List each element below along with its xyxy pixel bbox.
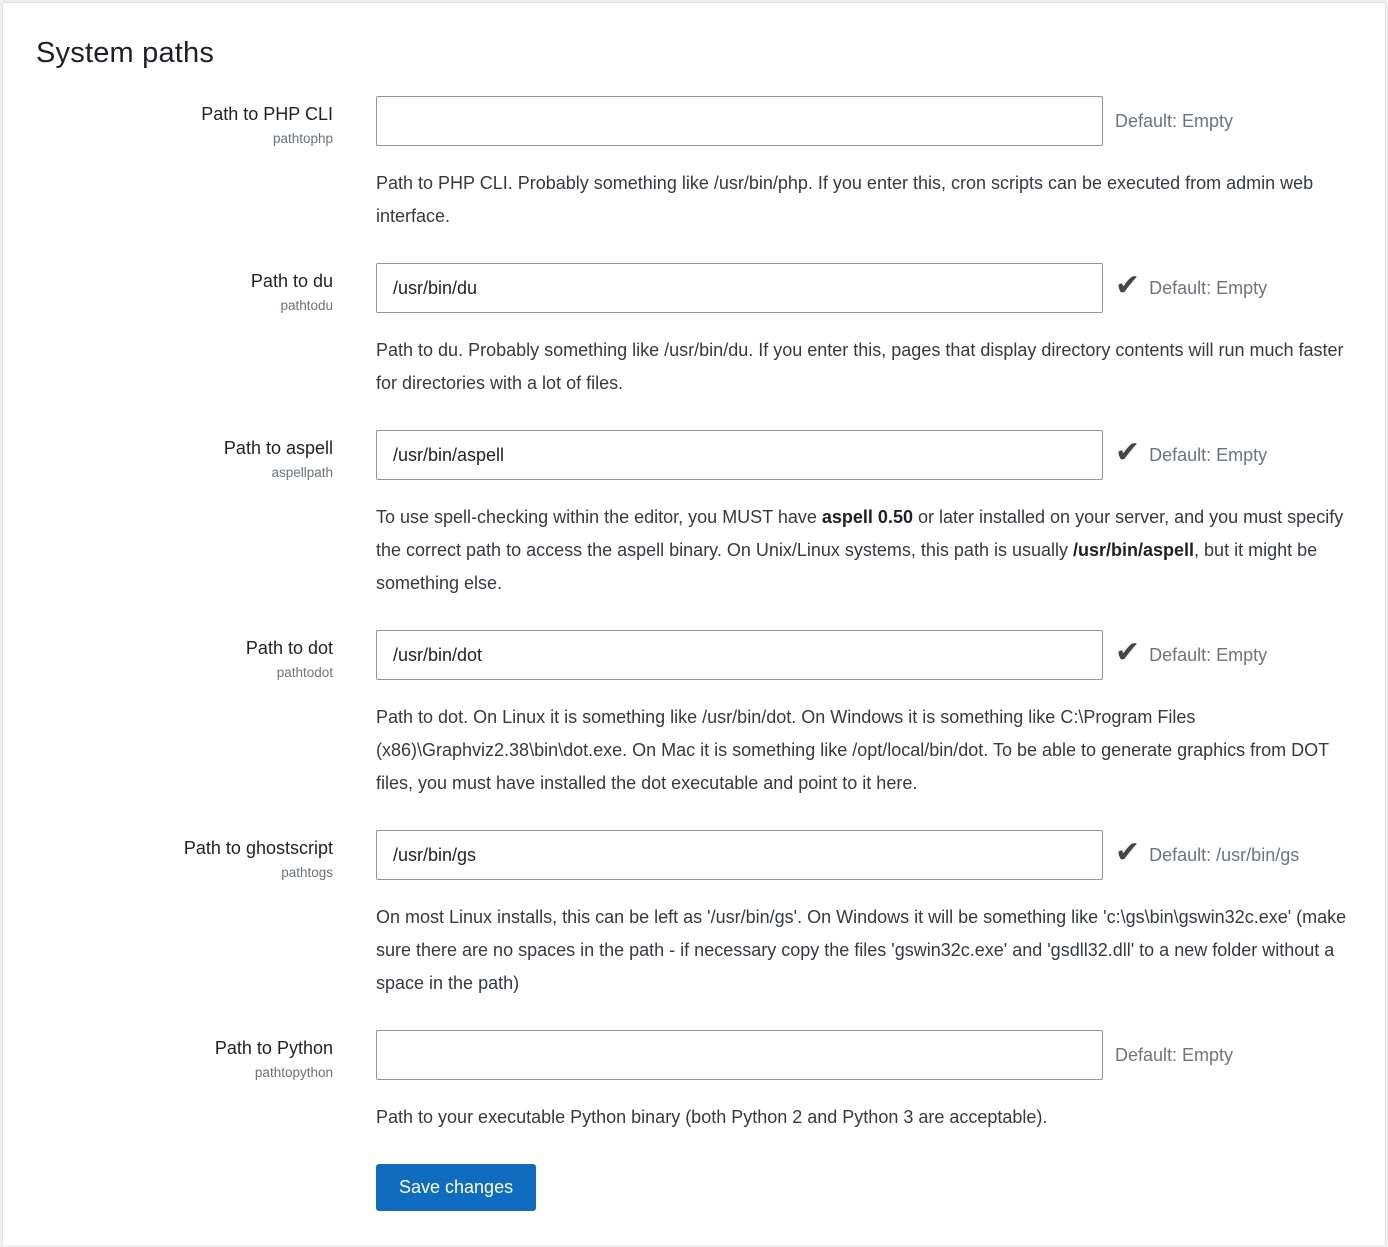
setting-content-col [376, 430, 1385, 600]
setting-text-input[interactable] [376, 96, 1103, 146]
setting-row [36, 630, 1385, 800]
setting-input-row [376, 630, 1385, 680]
setting-description: Path to your executable Python binary (both Python 2 and Python 3 are acceptable). [376, 1107, 1048, 1127]
setting-default-value: Default: Empty [1149, 277, 1268, 298]
setting-text-input[interactable] [376, 1030, 1103, 1080]
setting-input-row [376, 830, 1385, 880]
check-icon: ✔ [1115, 269, 1141, 302]
setting-content-col [376, 263, 1385, 400]
setting-label: Path to dot [245, 638, 333, 658]
setting-status [1115, 836, 1300, 870]
setting-status [1115, 269, 1268, 303]
setting-input-row [376, 96, 1385, 146]
setting-content-col [376, 96, 1385, 233]
setting-shortname: pathtodu [280, 298, 333, 314]
setting-default-value: Default: Empty [1149, 644, 1268, 665]
setting-description: Path to dot. On Linux it is something like /usr/bin/dot. On Windows it is something like C:\Program Files (x86)\Graphviz2.38\bin\dot.exe. On Mac it is something like /opt/local/bin/dot. To be able to generate graphics from DOT files, you must have installed the dot executable and point to it here. [376, 707, 1329, 793]
setting-label-col [36, 1030, 376, 1134]
setting-status [1115, 111, 1233, 132]
setting-label: Path to aspell [223, 438, 333, 458]
setting-description: Path to PHP CLI. Probably something like /usr/bin/php. If you enter this, cron scripts can be executed from admin web interface. [376, 173, 1314, 226]
setting-description: On most Linux installs, this can be left as '/usr/bin/gs'. On Windows it will be something like 'c:\gs\bin\gswin32c.exe' (make sure there are no spaces in the path - if necessary copy the files 'gswin32c.exe' and 'gsdll32.dll' to a new folder without a space in the path) [376, 907, 1347, 993]
setting-label: Path to Python [214, 1038, 333, 1058]
setting-shortname: aspellpath [271, 465, 333, 481]
setting-label-col [36, 630, 376, 800]
setting-shortname: pathtogs [281, 865, 333, 881]
settings-page [2, 2, 1386, 1245]
setting-status [1115, 1045, 1233, 1066]
check-icon: ✔ [1115, 436, 1141, 469]
save-changes-button[interactable]: Save changes [376, 1164, 536, 1211]
setting-label-col [36, 430, 376, 600]
setting-text-input[interactable] [376, 430, 1103, 480]
setting-text-input[interactable] [376, 830, 1103, 880]
setting-shortname: pathtopython [254, 1065, 333, 1081]
setting-content-col [376, 830, 1385, 1000]
check-icon: ✔ [1115, 636, 1141, 669]
setting-input-row [376, 263, 1385, 313]
setting-label-col [36, 96, 376, 233]
setting-default-value: Default: Empty [1115, 1044, 1234, 1065]
setting-status [1115, 436, 1268, 470]
setting-label: Path to ghostscript [183, 838, 333, 858]
setting-status [1115, 636, 1268, 670]
setting-description: Path to du. Probably something like /usr/bin/du. If you enter this, pages that display directory contents will run much faster for directories with a lot of files. [376, 340, 1344, 393]
setting-text-input[interactable] [376, 263, 1103, 313]
setting-row [36, 263, 1385, 400]
setting-default-value: Default: Empty [1149, 444, 1268, 465]
setting-description: To use spell-checking within the editor, you MUST have aspell 0.50 or later installed on your server, and you must specify the correct path to access the aspell binary. On Unix/Linux systems, this path is usually /usr/bin/aspell, but it might be something else. [376, 507, 1344, 593]
actions-spacer [36, 1164, 376, 1211]
setting-label-col [36, 263, 376, 400]
fields-container [36, 96, 1385, 1134]
setting-row [36, 1030, 1385, 1134]
actions-row [36, 1164, 1385, 1211]
setting-label-col [36, 830, 376, 1000]
setting-label: Path to du [250, 271, 333, 291]
page-title: System paths [36, 37, 215, 69]
setting-content-col [376, 630, 1385, 800]
setting-default-value: Default: Empty [1115, 110, 1234, 131]
setting-content-col [376, 1030, 1385, 1134]
setting-shortname: pathtodot [276, 665, 333, 681]
setting-text-input[interactable] [376, 630, 1103, 680]
setting-input-row [376, 1030, 1385, 1080]
setting-row [36, 96, 1385, 233]
setting-shortname: pathtophp [272, 131, 333, 147]
check-icon: ✔ [1115, 836, 1141, 869]
setting-row [36, 430, 1385, 600]
setting-input-row [376, 430, 1385, 480]
setting-row [36, 830, 1385, 1000]
setting-label: Path to PHP CLI [201, 104, 333, 124]
setting-default-value: Default: /usr/bin/gs [1149, 844, 1300, 865]
